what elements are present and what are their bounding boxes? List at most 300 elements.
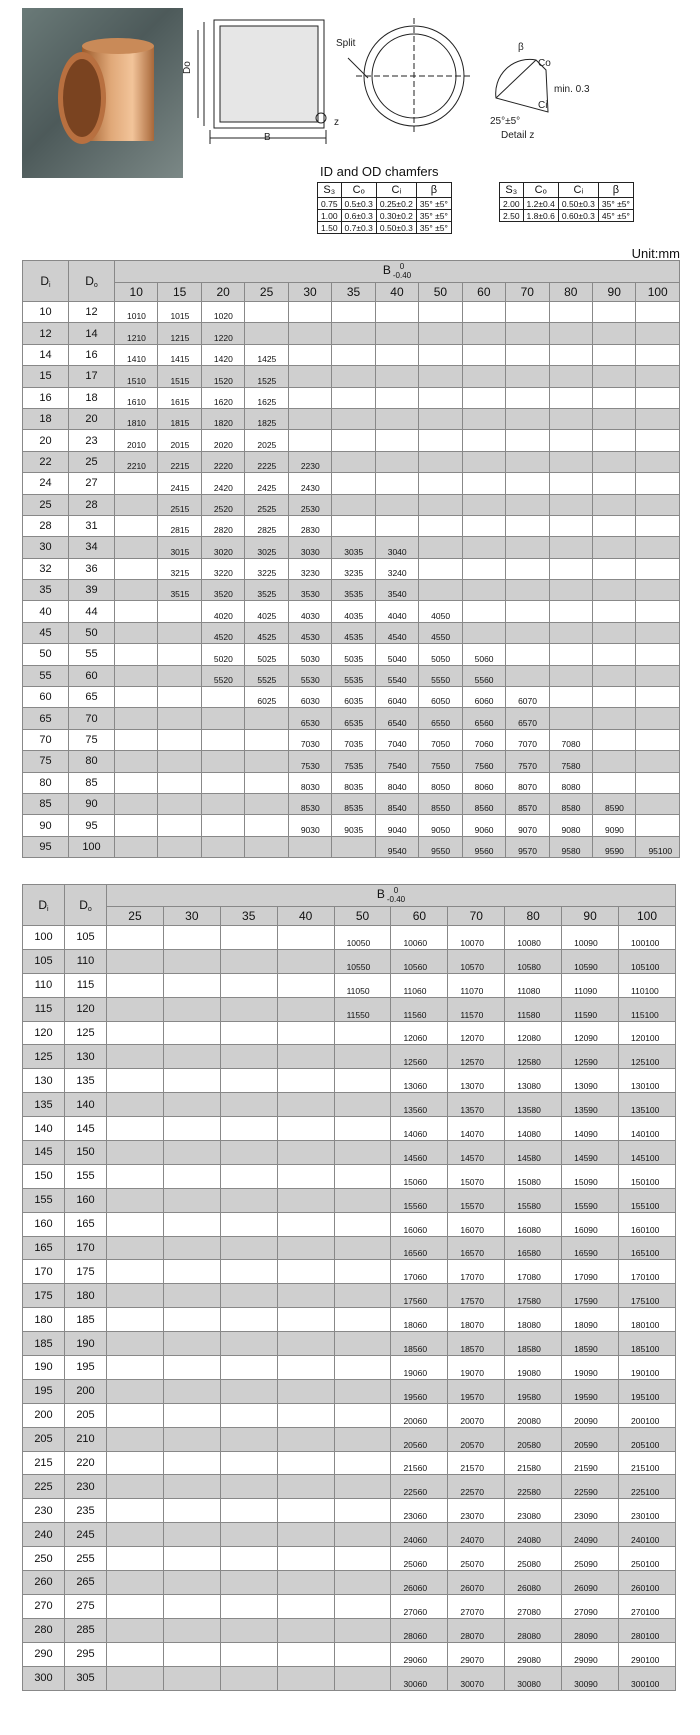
di-cell: 16	[23, 387, 69, 408]
part-number-cell: 105100	[619, 949, 676, 973]
part-number-cell	[163, 973, 220, 997]
di-cell: 290	[23, 1642, 65, 1666]
do-cell: 16	[69, 344, 115, 365]
part-number-cell: 8080	[549, 772, 592, 793]
part-number-cell	[277, 1475, 334, 1499]
part-number-cell: 1625	[245, 387, 288, 408]
part-number-cell: 10550	[334, 949, 391, 973]
detail-z-label: Detail z	[501, 130, 535, 141]
do-cell: 70	[69, 708, 115, 729]
part-number-cell	[506, 323, 549, 344]
chamfer-cell: 35° ±5°	[416, 210, 451, 222]
part-number-cell: 5560	[462, 665, 505, 686]
part-number-cell: 5030	[288, 644, 331, 665]
part-number-cell: 10570	[448, 949, 505, 973]
part-number-cell	[549, 687, 592, 708]
part-number-cell: 15580	[505, 1188, 562, 1212]
part-number-cell	[220, 1308, 277, 1332]
part-number-cell	[220, 1356, 277, 1380]
do-cell: 25	[69, 451, 115, 472]
part-number-cell	[158, 815, 201, 836]
size-row	[23, 1571, 676, 1595]
part-number-cell	[334, 1069, 391, 1093]
part-number-cell	[462, 622, 505, 643]
chamfer-cell: 45° ±5°	[598, 210, 633, 222]
part-number-cell	[245, 751, 288, 772]
part-number-cell	[334, 1379, 391, 1403]
part-number-cell: 17570	[448, 1284, 505, 1308]
part-number-cell	[549, 644, 592, 665]
part-number-cell	[163, 1021, 220, 1045]
part-number-cell	[462, 473, 505, 494]
part-number-cell: 29070	[448, 1642, 505, 1666]
part-number-cell	[419, 408, 462, 429]
di-cell: 165	[23, 1236, 65, 1260]
part-number-cell: 18580	[505, 1332, 562, 1356]
part-number-cell	[107, 1308, 164, 1332]
part-number-cell: 17070	[448, 1260, 505, 1284]
part-number-cell: 1415	[158, 344, 201, 365]
part-number-cell: 2420	[201, 473, 244, 494]
part-number-cell: 13580	[505, 1093, 562, 1117]
part-number-cell: 14570	[448, 1141, 505, 1165]
do-cell: 125	[65, 1021, 107, 1045]
part-number-cell	[107, 1069, 164, 1093]
di-cell: 18	[23, 408, 69, 429]
part-number-cell: 9090	[592, 815, 635, 836]
part-number-cell: 3540	[375, 580, 418, 601]
part-number-cell	[288, 323, 331, 344]
part-number-cell: 16090	[562, 1212, 619, 1236]
do-cell: 12	[69, 302, 115, 323]
chamfer-cell: 35° ±5°	[416, 222, 451, 234]
part-number-cell	[636, 387, 680, 408]
part-number-cell	[636, 515, 680, 536]
part-number-cell: 6050	[419, 687, 462, 708]
part-number-cell	[636, 751, 680, 772]
part-number-cell	[592, 515, 635, 536]
part-number-cell	[163, 1212, 220, 1236]
part-number-cell: 135100	[619, 1093, 676, 1117]
part-number-cell	[592, 323, 635, 344]
part-number-cell	[201, 687, 244, 708]
part-number-cell: 24090	[562, 1523, 619, 1547]
part-number-cell: 95100	[636, 836, 680, 857]
part-number-cell: 10080	[505, 926, 562, 950]
di-cell: 150	[23, 1164, 65, 1188]
part-number-cell: 2430	[288, 473, 331, 494]
do-header-main: D	[79, 897, 88, 912]
part-number-cell	[163, 1284, 220, 1308]
di-header-sub: i	[49, 281, 51, 289]
part-number-cell: 13090	[562, 1069, 619, 1093]
di-header-main: D	[38, 897, 48, 912]
part-number-cell	[334, 1571, 391, 1595]
part-number-cell	[220, 1093, 277, 1117]
part-number-cell	[277, 1356, 334, 1380]
part-number-cell: 27060	[391, 1594, 448, 1618]
part-number-cell	[107, 1332, 164, 1356]
do-header-main: D	[85, 273, 94, 288]
part-number-cell	[163, 1547, 220, 1571]
size-row	[23, 973, 676, 997]
part-number-cell: 3015	[158, 537, 201, 558]
part-number-cell: 10590	[562, 949, 619, 973]
di-cell: 90	[23, 815, 69, 836]
part-number-cell	[334, 1642, 391, 1666]
part-number-cell: 2425	[245, 473, 288, 494]
part-number-cell	[506, 601, 549, 622]
size-row	[23, 1093, 676, 1117]
part-number-cell: 22560	[391, 1475, 448, 1499]
part-number-cell: 10090	[562, 926, 619, 950]
part-number-cell	[332, 387, 375, 408]
part-number-cell	[419, 323, 462, 344]
di-cell: 30	[23, 537, 69, 558]
part-number-cell: 9030	[288, 815, 331, 836]
part-number-cell	[277, 1021, 334, 1045]
part-number-cell: 160100	[619, 1212, 676, 1236]
part-number-cell	[277, 1212, 334, 1236]
b-column-header: 80	[549, 282, 592, 301]
part-number-cell: 18090	[562, 1308, 619, 1332]
di-cell: 225	[23, 1475, 65, 1499]
part-number-cell	[462, 408, 505, 429]
do-cell: 145	[65, 1117, 107, 1141]
part-number-cell	[277, 1642, 334, 1666]
do-cell: 130	[65, 1045, 107, 1069]
part-number-cell	[636, 622, 680, 643]
part-number-cell: 10050	[334, 926, 391, 950]
part-number-cell: 12070	[448, 1021, 505, 1045]
part-number-cell: 17090	[562, 1260, 619, 1284]
part-number-cell: 17560	[391, 1284, 448, 1308]
part-number-cell: 22590	[562, 1475, 619, 1499]
part-number-cell: 20080	[505, 1403, 562, 1427]
do-cell: 205	[65, 1403, 107, 1427]
part-number-cell: 9560	[462, 836, 505, 857]
b-column-header: 50	[334, 906, 391, 925]
chamfer-header: β	[598, 183, 633, 198]
b-column-header: 20	[201, 282, 244, 301]
part-number-cell: 15570	[448, 1188, 505, 1212]
part-number-cell: 10560	[391, 949, 448, 973]
part-number-cell	[549, 515, 592, 536]
part-number-cell	[334, 1547, 391, 1571]
part-number-cell	[163, 1451, 220, 1475]
part-number-cell: 20560	[391, 1427, 448, 1451]
part-number-cell	[115, 772, 158, 793]
part-number-cell	[158, 793, 201, 814]
part-number-cell	[332, 408, 375, 429]
b-column-header: 70	[448, 906, 505, 925]
part-number-cell: 2820	[201, 515, 244, 536]
part-number-cell: 12090	[562, 1021, 619, 1045]
size-row	[23, 1475, 676, 1499]
part-number-cell	[549, 451, 592, 472]
part-number-cell: 2215	[158, 451, 201, 472]
part-number-cell: 30090	[562, 1666, 619, 1690]
part-number-cell	[115, 473, 158, 494]
do-cell: 275	[65, 1594, 107, 1618]
part-number-cell: 6035	[332, 687, 375, 708]
part-number-cell	[115, 815, 158, 836]
do-cell: 75	[69, 729, 115, 750]
part-number-cell	[592, 665, 635, 686]
part-number-cell: 1215	[158, 323, 201, 344]
di-cell: 35	[23, 580, 69, 601]
part-number-cell	[375, 344, 418, 365]
part-number-cell	[549, 430, 592, 451]
part-number-cell: 29090	[562, 1642, 619, 1666]
b-column-header: 100	[636, 282, 680, 301]
part-number-cell: 26090	[562, 1571, 619, 1595]
part-number-cell: 19090	[562, 1356, 619, 1380]
ci-label: Ci	[538, 100, 548, 111]
size-row	[23, 1236, 676, 1260]
part-number-cell	[334, 1403, 391, 1427]
part-number-cell	[375, 451, 418, 472]
part-number-cell	[277, 1308, 334, 1332]
chamfer-header: Cₒ	[341, 183, 376, 198]
part-number-cell: 3040	[375, 537, 418, 558]
part-number-cell	[419, 344, 462, 365]
part-number-cell: 24060	[391, 1523, 448, 1547]
di-cell: 300	[23, 1666, 65, 1690]
part-number-cell	[549, 387, 592, 408]
part-number-cell	[549, 580, 592, 601]
chamfer-row	[318, 222, 452, 234]
part-number-cell: 30080	[505, 1666, 562, 1690]
part-number-cell: 225100	[619, 1475, 676, 1499]
part-number-cell	[462, 366, 505, 387]
di-cell: 80	[23, 772, 69, 793]
part-number-cell	[277, 973, 334, 997]
part-number-cell	[277, 1236, 334, 1260]
part-number-cell	[592, 387, 635, 408]
part-number-cell: 11060	[391, 973, 448, 997]
di-cell: 215	[23, 1451, 65, 1475]
do-header	[65, 885, 107, 926]
part-number-cell	[288, 302, 331, 323]
part-number-cell: 6560	[462, 708, 505, 729]
part-number-cell: 3220	[201, 558, 244, 579]
part-number-cell	[506, 644, 549, 665]
part-number-cell	[549, 473, 592, 494]
part-number-cell: 5525	[245, 665, 288, 686]
part-number-cell: 290100	[619, 1642, 676, 1666]
part-number-cell	[277, 1332, 334, 1356]
part-number-cell: 2015	[158, 430, 201, 451]
part-number-cell: 115100	[619, 997, 676, 1021]
part-number-cell	[163, 1069, 220, 1093]
part-number-cell: 100100	[619, 926, 676, 950]
do-cell: 230	[65, 1475, 107, 1499]
di-cell: 185	[23, 1332, 65, 1356]
part-number-cell: 7530	[288, 751, 331, 772]
part-number-cell	[636, 793, 680, 814]
part-number-cell	[220, 1212, 277, 1236]
part-number-cell	[549, 622, 592, 643]
part-number-cell	[334, 1212, 391, 1236]
size-row	[23, 949, 676, 973]
part-number-cell: 25090	[562, 1547, 619, 1571]
part-number-cell	[115, 708, 158, 729]
part-number-cell	[277, 1188, 334, 1212]
part-number-cell	[419, 473, 462, 494]
part-number-cell	[375, 430, 418, 451]
part-number-cell	[107, 1403, 164, 1427]
part-number-cell	[115, 793, 158, 814]
part-number-cell	[115, 644, 158, 665]
size-row	[23, 1499, 676, 1523]
part-number-cell	[115, 601, 158, 622]
part-number-cell: 15590	[562, 1188, 619, 1212]
part-number-cell: 1615	[158, 387, 201, 408]
unit-label: Unit:mm	[631, 246, 680, 261]
b-column-header: 10	[115, 282, 158, 301]
part-number-cell	[163, 1499, 220, 1523]
size-row	[23, 302, 680, 323]
part-number-cell: 8570	[506, 793, 549, 814]
di-cell: 100	[23, 926, 65, 950]
part-number-cell	[334, 1021, 391, 1045]
di-cell: 75	[23, 751, 69, 772]
part-number-cell: 21570	[448, 1451, 505, 1475]
di-cell: 180	[23, 1308, 65, 1332]
part-number-cell: 1610	[115, 387, 158, 408]
part-number-cell	[332, 302, 375, 323]
part-number-cell	[506, 558, 549, 579]
do-cell: 95	[69, 815, 115, 836]
part-number-cell	[107, 1212, 164, 1236]
part-number-cell: 5520	[201, 665, 244, 686]
size-row	[23, 926, 676, 950]
part-number-cell: 7035	[332, 729, 375, 750]
di-cell: 160	[23, 1212, 65, 1236]
part-number-cell	[334, 1236, 391, 1260]
part-number-cell: 5035	[332, 644, 375, 665]
part-number-cell: 6070	[506, 687, 549, 708]
part-number-cell	[115, 836, 158, 857]
do-cell: 65	[69, 687, 115, 708]
bushing-image	[52, 38, 162, 158]
part-number-cell	[163, 1236, 220, 1260]
b-tolerance-lower: -0.40	[392, 271, 412, 281]
part-number-cell	[549, 408, 592, 429]
part-number-cell	[462, 302, 505, 323]
part-number-cell	[332, 430, 375, 451]
part-number-cell: 2530	[288, 494, 331, 515]
part-number-cell: 14560	[391, 1141, 448, 1165]
part-number-cell: 11590	[562, 997, 619, 1021]
part-number-cell	[115, 622, 158, 643]
part-number-cell: 26060	[391, 1571, 448, 1595]
part-number-cell: 2025	[245, 430, 288, 451]
part-number-cell	[419, 494, 462, 515]
part-number-cell: 2815	[158, 515, 201, 536]
size-row	[23, 1188, 676, 1212]
do-cell: 90	[69, 793, 115, 814]
part-number-cell: 23070	[448, 1499, 505, 1523]
part-number-cell	[334, 1117, 391, 1141]
part-number-cell: 16560	[391, 1236, 448, 1260]
part-number-cell	[592, 366, 635, 387]
part-number-cell: 22570	[448, 1475, 505, 1499]
part-number-cell: 16060	[391, 1212, 448, 1236]
do-cell: 265	[65, 1571, 107, 1595]
part-number-cell	[115, 537, 158, 558]
part-number-cell	[506, 515, 549, 536]
di-cell: 10	[23, 302, 69, 323]
chamfer-title: ID and OD chamfers	[320, 164, 439, 179]
part-number-cell	[220, 1260, 277, 1284]
size-row	[23, 729, 680, 750]
part-number-cell	[107, 1284, 164, 1308]
part-number-cell	[375, 323, 418, 344]
part-number-cell	[163, 1356, 220, 1380]
do-cell: 200	[65, 1379, 107, 1403]
b-tolerance-upper: 0	[399, 262, 405, 272]
part-number-cell	[158, 751, 201, 772]
part-number-cell: 2210	[115, 451, 158, 472]
b-column-header: 40	[277, 906, 334, 925]
b-column-header: 70	[506, 282, 549, 301]
part-number-cell	[158, 622, 201, 643]
part-number-cell	[201, 815, 244, 836]
b-column-header: 25	[107, 906, 164, 925]
part-number-cell	[107, 973, 164, 997]
part-number-cell	[419, 366, 462, 387]
part-number-cell	[163, 1379, 220, 1403]
part-number-cell: 8070	[506, 772, 549, 793]
part-number-cell	[636, 408, 680, 429]
chamfer-cell: 35° ±5°	[598, 198, 633, 210]
part-number-cell: 18080	[505, 1308, 562, 1332]
do-cell: 150	[65, 1141, 107, 1165]
b-column-header: 25	[245, 282, 288, 301]
part-number-cell	[220, 1451, 277, 1475]
part-number-cell	[334, 1594, 391, 1618]
do-cell: 175	[65, 1260, 107, 1284]
do-cell: 80	[69, 751, 115, 772]
part-number-cell	[163, 1594, 220, 1618]
do-cell: 140	[65, 1093, 107, 1117]
part-number-cell	[334, 1260, 391, 1284]
part-number-cell	[107, 1642, 164, 1666]
do-cell: 110	[65, 949, 107, 973]
part-number-cell	[636, 708, 680, 729]
size-row	[23, 1618, 676, 1642]
di-header-sub: i	[47, 905, 49, 913]
part-number-cell	[115, 580, 158, 601]
part-number-cell: 2525	[245, 494, 288, 515]
part-number-cell: 25070	[448, 1547, 505, 1571]
part-number-cell: 29060	[391, 1642, 448, 1666]
part-number-cell: 270100	[619, 1594, 676, 1618]
chamfer-cell: 35° ±5°	[416, 198, 451, 210]
part-number-cell	[592, 408, 635, 429]
part-number-cell: 9060	[462, 815, 505, 836]
di-cell: 20	[23, 430, 69, 451]
part-number-cell: 10580	[505, 949, 562, 973]
chamfer-header: S₃	[318, 183, 342, 198]
part-number-cell	[636, 558, 680, 579]
part-number-cell: 14080	[505, 1117, 562, 1141]
part-number-cell: 27080	[505, 1594, 562, 1618]
part-number-cell: 2520	[201, 494, 244, 515]
part-number-cell	[334, 1164, 391, 1188]
